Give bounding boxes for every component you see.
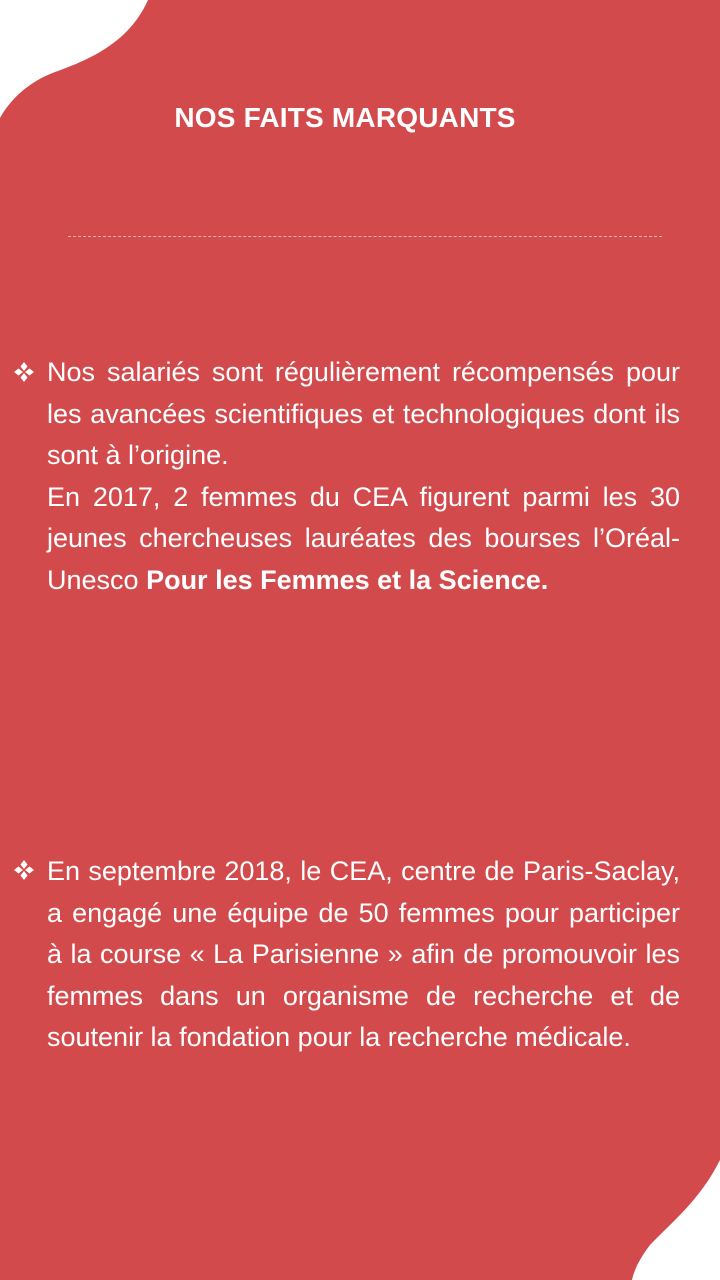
bullet-2-text: En septembre 2018, le CEA, centre de Paris-Saclay, a engagé une équipe de 50 femmes pour participer à la course « La Parisienne » afin de promouvoir les femmes dans un organisme de recherche et de soutenir la fondation pour la recherche médicale.: [47, 856, 680, 1052]
four-diamond-bullet-icon: [13, 859, 35, 881]
bullet-1-detail-bold: Pour les Femmes et la Science.: [146, 564, 549, 595]
divider: [68, 236, 662, 237]
four-diamond-bullet-icon: [13, 361, 35, 383]
page-title: NOS FAITS MARQUANTS: [174, 102, 516, 133]
bullet-2: [47, 851, 680, 1059]
bullet-1: [47, 352, 680, 601]
bullet-1-detail-plain: En 2017, 2 femmes du CEA figurent parmi les 30 jeunes chercheuses lauréates des bourses l’Oréal-Unesco: [47, 481, 680, 595]
bullet-1-intro: Nos salariés sont régulièrement récompensés pour les avancées scientifiques et technologiques dont ils sont à l’origine.: [47, 357, 680, 470]
